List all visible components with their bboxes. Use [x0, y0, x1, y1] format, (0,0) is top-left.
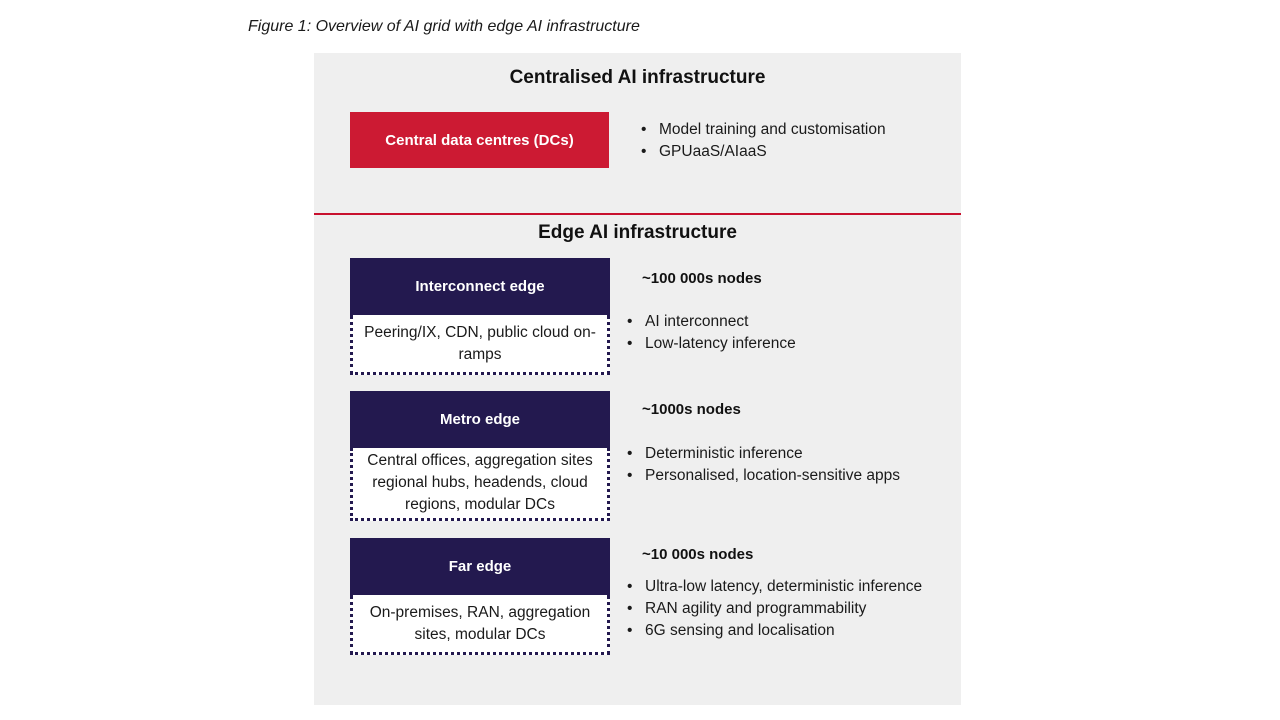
tier-bullets — [625, 443, 945, 487]
tier-name: Metro edge — [439, 411, 520, 428]
tier-far-edge — [350, 538, 610, 655]
tier-bullet: • RAN agility and programmability — [625, 598, 925, 620]
tier-name: Far edge — [448, 558, 512, 575]
tier-interconnect-edge — [350, 258, 610, 375]
tier-bullet: • Ultra-low latency, deterministic inference — [625, 576, 925, 598]
central-dc-label: Central data centres (DCs) — [385, 131, 574, 149]
tier-name: Interconnect edge — [415, 278, 545, 295]
tier-node-count: ~100 000s nodes — [642, 270, 762, 287]
tier-bullet: • 6G sensing and localisation — [625, 620, 925, 642]
tier-bullets — [625, 311, 945, 355]
centralised-section-title: Centralised AI infrastructure — [509, 67, 766, 88]
tier-description-box — [350, 315, 610, 375]
tier-header — [350, 391, 610, 448]
tier-description: Peering/IX, CDN, public cloud on-ramps — [364, 323, 596, 363]
tier-metro-edge — [350, 391, 610, 521]
tier-description: On-premises, RAN, aggregation sites, modular DCs — [369, 603, 591, 643]
section-divider — [314, 213, 961, 215]
tier-bullets — [625, 576, 925, 642]
tier-node-count: ~1000s nodes — [642, 401, 741, 418]
tier-description: Central offices, aggregation sites regional hubs, headends, cloud regions, modular DCs — [367, 452, 593, 513]
tier-description-box — [350, 448, 610, 521]
figure-caption: Figure 1: Overview of AI grid with edge AI infrastructure — [248, 18, 640, 35]
centralised-bullets — [639, 119, 939, 163]
tier-bullet: • Personalised, location-sensitive apps — [625, 465, 945, 487]
tier-bullet: • AI interconnect — [625, 311, 945, 333]
tier-header — [350, 258, 610, 315]
centralised-bullet: • Model training and customisation — [639, 119, 939, 141]
diagram-panel — [314, 53, 961, 705]
tier-header — [350, 538, 610, 595]
tier-bullet: • Deterministic inference — [625, 443, 945, 465]
central-dc-box — [350, 112, 609, 168]
tier-bullet: • Low-latency inference — [625, 333, 945, 355]
centralised-bullet: • GPUaaS/AIaaS — [639, 141, 939, 163]
tier-node-count: ~10 000s nodes — [642, 546, 754, 563]
tier-description-box — [350, 595, 610, 655]
edge-section-title: Edge AI infrastructure — [538, 222, 737, 243]
